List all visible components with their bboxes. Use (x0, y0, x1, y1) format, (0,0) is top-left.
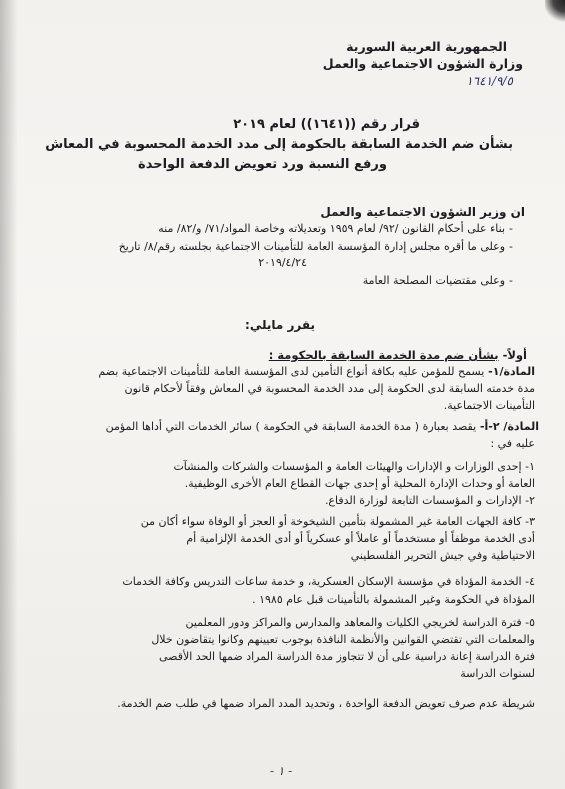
section1-title: بشأن ضم مدة الخدمة السابقة بالحكومة : (268, 348, 499, 362)
bullet-dash: - (509, 274, 513, 287)
decision-number: قرار رقم ((١٦٤١)) لعام ٢٠١٩ (233, 117, 420, 132)
section1-prefix: أولاً- (498, 348, 527, 362)
article1-label: المادة/١- (484, 365, 535, 378)
article1-text: يسمح للمؤمن عليه بكافة أنواع التأمين لدى المؤسسة العامة للتأمينات الاجتماعية بضم (98, 365, 485, 378)
clause-line: أدى الخدمة موظفاً أو مستخدماً أو عاملاً أو عسكرياً أو أدى الخدمة الإلزامية أم (186, 532, 535, 545)
article1-line1 (98, 365, 535, 379)
clause-line: ٤- الخدمة المؤداة في مؤسسة الإسكان العسكرية، و خدمة ساعات التدريس وكافة الخدمات (122, 575, 535, 588)
bullet-dash: - (509, 222, 513, 235)
clause-condition-line: شريطة عدم صرف تعويض الدفعة الواحدة ، وتحديد المدد المراد ضمها في طلب ضم الخدمة. (117, 697, 535, 710)
page-number: - ١ - (270, 764, 293, 778)
article1-line2: مدة خدمته السابقة لدى الحكومة إلى مدد الخدمة المحسوبة في المعاش وفقاً لأحكام قانون (124, 382, 535, 395)
article2-label: المادة/ ٢-أ- (476, 420, 539, 433)
preamble-item-text: وعلى ما أقره مجلس إدارة المؤسسة العامة للتأمينات الاجتماعية بجلسته رقم/٨/ تاريخ (118, 240, 506, 253)
clause-line: والمعلمات التي تقتضي القوانين والأنظمة النافذة بوجوب تعيينهم وكانوا يتقاضون خلال (151, 633, 535, 646)
preamble-item-text: بناء على أحكام القانون /٩٢/ لعام ١٩٥٩ وتعديلاته وخاصة المواد/٧١/ و/٨٢/ منه (158, 222, 506, 235)
clause-line: ٥- فترة الدراسة لخريجي الكليات والمعاهد والمدارس والمراكز ودور المعلمين (185, 616, 535, 629)
article1-line3: التأمينات الاجتماعية. (443, 399, 535, 412)
clause-line: المؤداة في الحكومة وغير المشمولة بالتأمينات قبل عام ١٩٨٥ . (252, 593, 535, 606)
preamble-item-text: وعلى مقتضيات المصلحة العامة (362, 274, 506, 287)
ministry-name: وزارة الشؤون الاجتماعية والعمل (322, 56, 523, 71)
article2-line1 (106, 420, 539, 434)
article2-text: يقصد بعبارة ( مدة الخدمة السابقة في الحكومة ) سائر الخدمات التي أداها المؤمن (105, 420, 477, 433)
clause-line: الاحتياطية وفي جيش التحرير الفلسطيني (350, 549, 535, 562)
preamble-item-2 (119, 240, 513, 254)
preamble-item-1 (158, 222, 513, 236)
decision-subject-line1: بشأن ضم الخدمة السابقة بالحكومة إلى مدد الخدمة المحسوبة في المعاش (45, 137, 513, 152)
handwritten-reference: ١٦٤١/٩/٥ (466, 74, 513, 88)
decrees-heading: يقرر مايلي: (245, 318, 315, 332)
country-name: الجمهورية العربية السورية (346, 39, 507, 54)
section1-heading (269, 348, 527, 362)
clause-line: ٣- كافة الجهات العامة غير المشمولة بتأمين الشيخوخة أو العجز أو الوفاة سواء أكان من (140, 515, 535, 528)
clause-line: فترة الدراسة إعانة دراسية على أن لا تتجاوز مدة الدراسة المراد ضمها الحد الأقصى (159, 650, 535, 663)
bullet-dash: - (509, 240, 513, 253)
clause-line: ٢- الإدارات و المؤسسات التابعة لوزارة الدفاع. (324, 494, 535, 507)
preamble-item-3 (363, 274, 513, 288)
preamble-minister: ان وزير الشؤون الاجتماعية والعمل (320, 205, 525, 219)
preamble-item-2-date: ٢٠١٩/٤/٢٤ (258, 256, 307, 269)
clause-line: ١- إحدى الوزارات و الإدارات والهيئات العامة و المؤسسات والشركات والمنشآت (173, 460, 535, 473)
clause-line: لسنوات الدراسة (460, 667, 535, 680)
article2-line2: عليه في : (490, 437, 535, 450)
decision-subject-line2: ورفع النسبة ورد تعويض الدفعة الواحدة (138, 157, 387, 172)
page-edge-shadow (0, 0, 18, 789)
page-corner-fold (545, 0, 565, 22)
clause-line: العامة أو وحدات الإدارة المحلية أو إحدى جهات القطاع العام الأخرى الوظيفية. (184, 477, 535, 490)
